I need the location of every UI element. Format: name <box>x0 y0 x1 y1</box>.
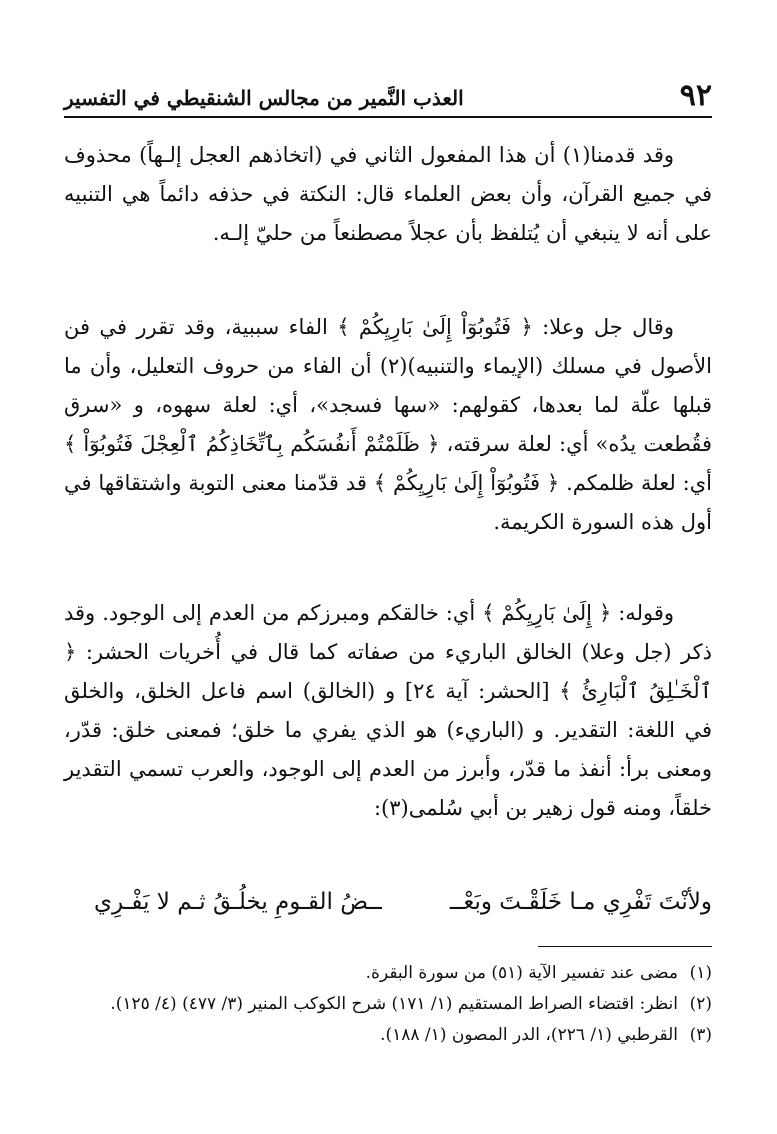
page-header <box>64 78 712 118</box>
paragraph-2 <box>64 308 712 542</box>
footnote-number: (٢) <box>689 994 712 1014</box>
verse-first-hemistich: ولأنْتَ تَفْرِي مـا خَلَقْـتَ وبَعْــ <box>449 889 712 915</box>
poem-verse <box>64 882 712 926</box>
footnotes <box>64 958 712 1051</box>
paragraph-3 <box>64 594 712 828</box>
paragraph-text: وقوله: ﴿ إِلَىٰ بَارِيِكُمْ ﴾ أي: خالقكم ومبرزكم من العدم إلى الوجود. وقد ذكر (جل وعلا) الخالق الباريء من صفاته كما قال في أُخريات الحشر: ﴿ ٱلْخَـٰلِقُ ٱلْبَارِئُ ﴾ [الحشر: آية ٢٤] و (الخالق) اسم فاعل الخلق، والخلق في اللغة: التقدير. و (الباريء) هو الذي يفري ما خلق؛ فمعنى خلق: قدّر، ومعنى برأ: أنفذ ما قدّر، وأبرز من العدم إلى الوجود، والعرب تسمي التقدير خلقاً، ومنه قول زهير بن أبي سُلمى(٣): <box>64 601 713 820</box>
paragraph-1 <box>64 136 712 253</box>
page-number: ٩٢ <box>679 78 712 113</box>
paragraph-text: وقال جل وعلا: ﴿ فَتُوبُوٓاْ إِلَىٰ بَارِيِكُمْ ﴾ الفاء سببية، وقد تقرر في فن الأصول في مسلك (الإيماء والتنبيه)(٢) أن الفاء من حروف التعليل، وأن ما قبلها علّة لما بعدها، كقولهم: «سها فسجد»، أي: لعلة سهوه، و «سرق فقُطعت يدُه» أي: لعلة سرقته، ﴿ ظَلَمْتُمْ أَنفُسَكُم بِٱتِّخَاذِكُمُ ٱلْعِجْلَ فَتُوبُوٓاْ ﴾ أي: لعلة ظلمكم. ﴿ فَتُوبُوٓاْ إِلَىٰ بَارِيِكُمْ ﴾ قد قدّمنا معنى التوبة واشتقاقها في أول هذه السورة الكريمة. <box>64 315 712 534</box>
footnote-number: (٣) <box>689 1025 712 1045</box>
paragraph-text: وقد قدمنا(١) أن هذا المفعول الثاني في (اتخاذهم العجل إلـهاً) محذوف في جميع القرآن، وأن بعض العلماء قال: النكتة في حذفه دائماً هي التنبيه على أنه لا ينبغي أن يُتلفظ بأن عجلاً مصطنعاً من حليّ إلـه. <box>64 143 712 245</box>
running-title: العذب النَّمير من مجالس الشنقيطي في التفسير <box>64 86 464 110</box>
footnote-number: (١) <box>689 963 712 983</box>
footnote-text: القرطبي (١/ ٢٢٦)، الدر المصون (١/ ١٨٨). <box>380 1025 678 1045</box>
verse-second-hemistich: ــضُ القـومِ يخلُـقُ ثـم لا يَفْـرِي <box>94 889 382 915</box>
footnote-2 <box>64 989 712 1020</box>
header-rule <box>64 116 712 118</box>
footnote-text: مضى عند تفسير الآية (٥١) من سورة البقرة. <box>365 963 678 983</box>
footnote-1 <box>64 958 712 989</box>
footnote-3 <box>64 1020 712 1051</box>
footnote-separator <box>538 946 712 947</box>
footnote-text: انظر: اقتضاء الصراط المستقيم (١/ ١٧١) شرح الكوكب المنير (٣/ ٤٧٧) (٤/ ١٢٥). <box>110 994 678 1014</box>
